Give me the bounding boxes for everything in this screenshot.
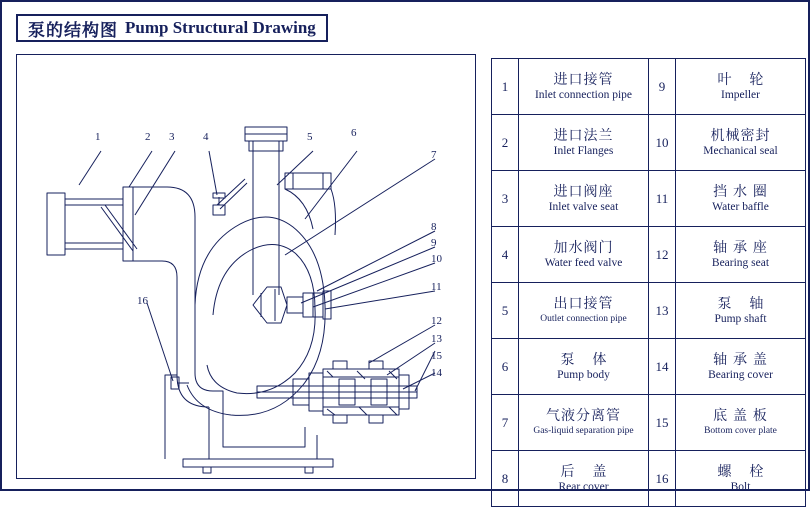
legend-en-3: Inlet valve seat [548,200,619,213]
legend-num-11: 11 [649,171,676,227]
legend-item-14 [676,339,806,395]
legend-cn-12: 轴 承 座 [713,238,768,255]
page-title-en: Pump Structural Drawing [125,18,316,37]
legend-num-16: 16 [649,451,676,507]
legend-num-14: 14 [649,339,676,395]
callout-3: 3 [169,131,175,143]
legend-num-7: 7 [492,395,519,451]
pump-structural-drawing [16,54,476,479]
legend-en-4: Water feed valve [544,256,623,269]
legend-item-6 [519,339,649,395]
legend-cn-11: 挡 水 圈 [713,182,768,199]
callout-8: 8 [431,221,437,233]
legend-en-12: Bearing seat [711,256,770,269]
legend-item-8 [519,451,649,507]
callout-12: 12 [431,315,442,327]
legend-item-11 [676,171,806,227]
legend-cn-8: 后 盖 [560,462,614,479]
legend-en-10: Mechanical seal [703,144,778,157]
legend-item-5 [519,283,649,339]
callout-16: 16 [137,295,148,307]
legend-cn-10: 机械密封 [710,126,771,143]
legend-num-3: 3 [492,171,519,227]
callout-13: 13 [431,333,442,345]
pump-cross-section-diagram [17,55,475,478]
legend-en-11: Water baffle [712,200,769,213]
legend-num-4: 4 [492,227,519,283]
callout-9: 9 [431,237,437,249]
legend-cn-13: 泵 轴 [717,294,771,311]
legend-en-16: Bolt [730,480,751,493]
legend-cn-1: 进口接管 [553,70,614,87]
table-row [492,339,806,395]
legend-num-5: 5 [492,283,519,339]
legend-num-13: 13 [649,283,676,339]
legend-cn-6: 泵 体 [560,350,614,367]
callout-11: 11 [431,281,442,293]
legend-item-10 [676,115,806,171]
legend-table [491,58,806,507]
legend-cn-14: 轴 承 盖 [713,350,768,367]
legend-cn-5: 出口接管 [553,294,614,311]
legend-cn-7: 气液分离管 [546,406,621,423]
table-row [492,115,806,171]
legend-num-8: 8 [492,451,519,507]
legend-item-12 [676,227,806,283]
table-row [492,59,806,115]
page-title-cn: 泵的结构图 [28,20,118,40]
legend-num-15: 15 [649,395,676,451]
callout-7: 7 [431,149,437,161]
legend-en-1: Inlet connection pipe [534,88,633,101]
legend-en-2: Inlet Flanges [553,144,614,157]
legend-num-2: 2 [492,115,519,171]
legend-item-16 [676,451,806,507]
table-row [492,395,806,451]
legend-en-15: Bottom cover plate [704,425,777,436]
legend-item-15 [676,395,806,451]
table-row [492,171,806,227]
legend-cn-16: 螺 栓 [717,462,771,479]
legend-cn-15: 底 盖 板 [713,406,768,423]
legend-item-9 [676,59,806,115]
legend-cn-9: 叶 轮 [717,70,771,87]
callout-15: 15 [431,350,442,362]
legend-item-4 [519,227,649,283]
callout-10: 10 [431,253,442,265]
callout-5: 5 [307,131,313,143]
table-row [492,283,806,339]
legend-num-6: 6 [492,339,519,395]
page-title [16,14,328,42]
legend-num-9: 9 [649,59,676,115]
callout-4: 4 [203,131,209,143]
legend-item-13 [676,283,806,339]
legend-en-14: Bearing cover [708,368,773,381]
callout-2: 2 [145,131,151,143]
legend-num-12: 12 [649,227,676,283]
legend-item-2 [519,115,649,171]
legend-item-1 [519,59,649,115]
legend-en-13: Pump shaft [714,312,767,325]
callout-6: 6 [351,127,357,139]
legend-item-3 [519,171,649,227]
legend-cn-2: 进口法兰 [553,126,614,143]
callout-1: 1 [95,131,101,143]
legend-en-5: Outlet connection pipe [540,313,627,324]
legend-en-6: Pump body [557,368,610,381]
legend-item-7 [519,395,649,451]
legend-cn-4: 加水阀门 [553,238,614,255]
table-row [492,227,806,283]
callout-14: 14 [431,367,442,379]
legend-cn-3: 进口阀座 [553,182,614,199]
legend-en-7: Gas-liquid separation pipe [533,425,634,436]
legend-num-10: 10 [649,115,676,171]
legend-num-1: 1 [492,59,519,115]
legend-en-9: Impeller [721,88,760,101]
table-row [492,451,806,507]
legend-en-8: Rear cover [558,480,609,493]
